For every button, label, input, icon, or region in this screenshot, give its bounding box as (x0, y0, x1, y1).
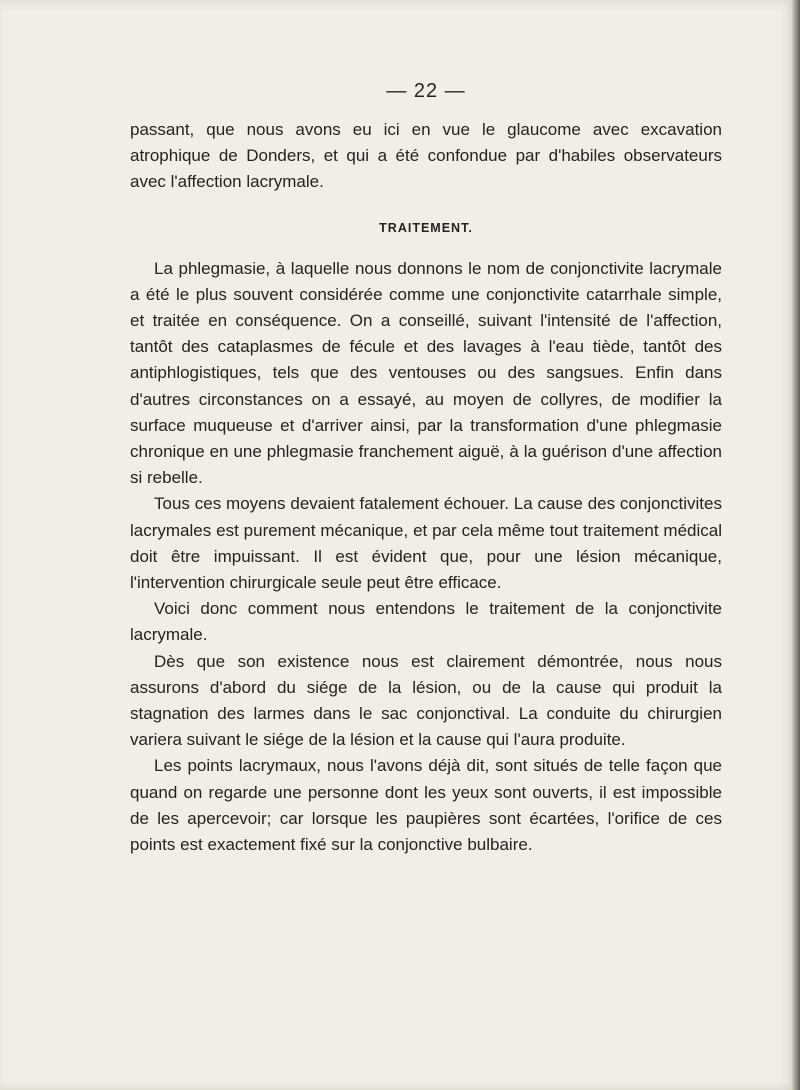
paragraph: Voici donc comment nous entendons le traitement de la conjonctivite lacrymale. (130, 599, 722, 645)
page-text-block (130, 74, 722, 858)
paragraph: Dès que son existence nous est clairement démontrée, nous nous assurons d'abord du siége de la lésion, ou de la cause qui produit la stagnation des larmes dans le sac conjonctival. La conduite du chirurgien variera suivant le siége de la lésion et la cause qui l'aura produite. (130, 651, 722, 750)
paragraph: La phlegmasie, à laquelle nous donnons le nom de conjonctivite lacrymale a été le plus souvent considérée comme une conjonctivite catarrhale simple, et traitée en conséquence. On a conseillé, suivant l'intensité de l'affection, tantôt des cataplasmes de fécule et des lavages à l'eau tiède, tantôt des antiphlogistiques, tels que des ventouses ou des sangsues. Enfin dans d'autres circonstances on a essayé, au moyen de collyres, de modifier la surface muqueuse et d'arriver ainsi, par la transformation d'une phlegmasie chronique en une phlegmasie franchement aiguë, à la guérison d'une affection si rebelle. (130, 258, 722, 488)
section-heading: TRAITEMENT. (379, 220, 473, 235)
paragraph: Les points lacrymaux, nous l'avons déjà dit, sont situés de telle façon que quand on regarde une personne dont les yeux sont ouverts, il est impossible de les apercevoir; car lorsque les paupières sont écartées, l'orifice de ces points est exactement fixé sur la conjonctive bulbaire. (130, 756, 722, 855)
page-edge-shadow (792, 0, 800, 1090)
page-number: — 22 — (386, 80, 466, 102)
paragraph-continuation: passant, que nous avons eu ici en vue le glaucome avec excavation atrophique de Donders, et qui a été confondue par d'habiles observateurs avec l'affection lacrymale. (130, 120, 722, 192)
paragraph: Tous ces moyens devaient fatalement échouer. La cause des conjonctivites lacrymales est purement mécanique, et par cela même tout traitement médical doit être impuissant. Il est évident que, pour une lésion mécanique, l'intervention chirurgicale seule peut être efficace. (130, 494, 722, 593)
